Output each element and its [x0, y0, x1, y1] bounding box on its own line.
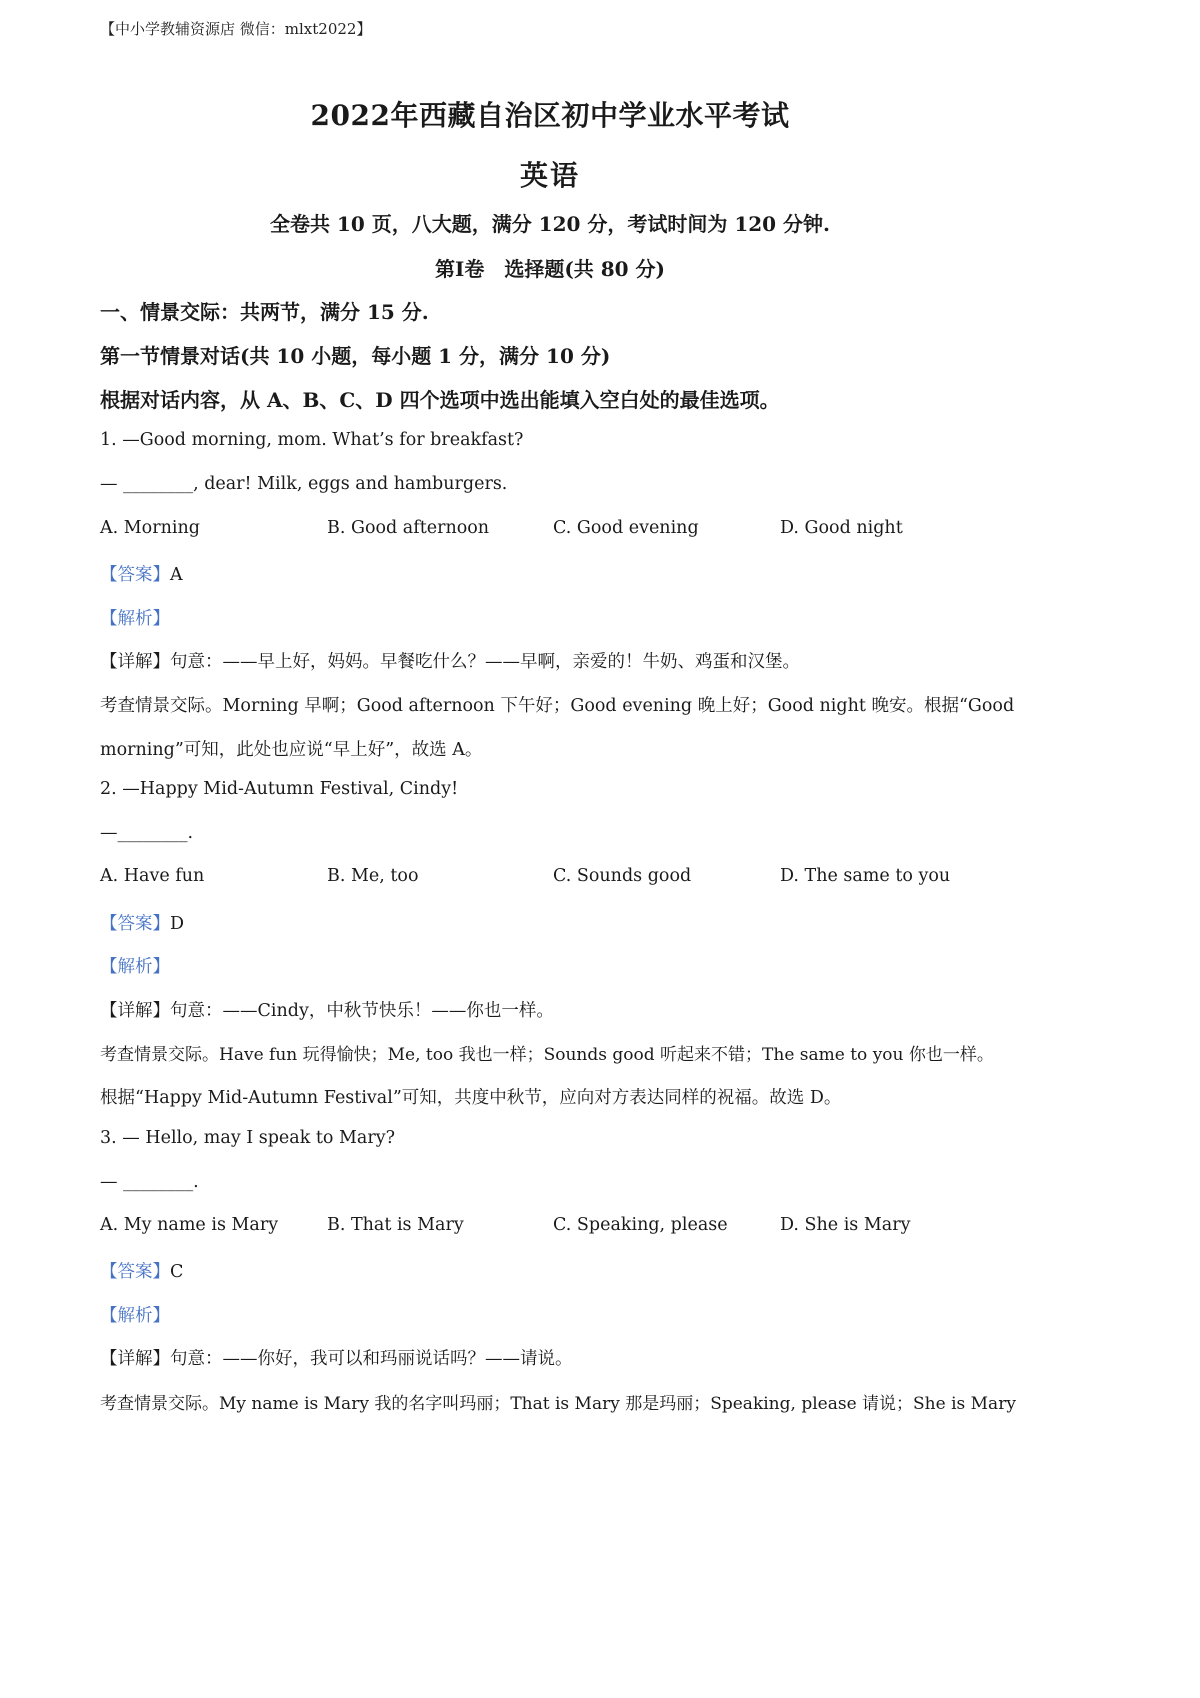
volume-title: 第Ⅰ卷 选择题(共 80 分): [434, 257, 666, 281]
question-1-detail: 【详解】句意：——早上好，妈妈。早餐吃什么？——早啊，亲爱的！牛奶、鸡蛋和汉堡。: [100, 652, 800, 672]
instructions: 根据对话内容，从 A、B、C、D 四个选项中选出能填入空白处的最佳选项。: [100, 388, 780, 412]
question-3-option-d: D. She is Mary: [780, 1215, 911, 1235]
question-1-option-c: C. Good evening: [553, 518, 699, 538]
question-2-option-b: B. Me, too: [327, 866, 419, 886]
answer-value: A: [170, 565, 183, 585]
question-1-option-b: B. Good afternoon: [327, 518, 490, 538]
question-2-option-d: D. The same to you: [780, 866, 951, 886]
question-2-analysis-label: 【解析】: [100, 957, 170, 977]
question-1-answer: [100, 561, 183, 586]
question-1-analysis-label: 【解析】: [100, 609, 170, 629]
question-2-answer: [100, 910, 184, 935]
watermark: 【中小学教辅资源店 微信：mlxt2022】: [100, 20, 372, 38]
question-2-option-a: A. Have fun: [100, 866, 205, 886]
question-3-reply: — ________.: [100, 1172, 199, 1192]
section-title: 一、情景交际：共两节，满分 15 分.: [100, 300, 429, 324]
question-1-reply: — ________, dear! Milk, eggs and hamburgers.: [100, 474, 508, 494]
question-3-option-c: C. Speaking, please: [553, 1215, 728, 1235]
answer-value: C: [170, 1262, 184, 1282]
subject-title: 英语: [519, 159, 580, 192]
question-1-explanation: 考查情景交际。Morning 早啊；Good afternoon 下午好；Good evening 晚上好；Good night 晚安。根据“Good: [100, 696, 1015, 716]
answer-label: 【答案】: [100, 914, 170, 934]
exam-title: 2022年西藏自治区初中学业水平考试: [310, 99, 790, 132]
question-2-explanation-cont: 根据“Happy Mid-Autumn Festival”可知，共度中秋节，应向对方表达同样的祝福。故选 D。: [100, 1088, 842, 1108]
question-3-prompt: 3. — Hello, may I speak to Mary?: [100, 1128, 396, 1148]
question-2-option-c: C. Sounds good: [553, 866, 692, 886]
question-3-option-a: A. My name is Mary: [100, 1215, 279, 1235]
answer-label: 【答案】: [100, 1262, 170, 1282]
subsection-title: 第一节情景对话(共 10 小题，每小题 1 分，满分 10 分): [100, 344, 611, 368]
question-1-explanation-cont: morning”可知，此处也应说“早上好”，故选 A。: [100, 740, 483, 760]
question-2-prompt: 2. —Happy Mid-Autumn Festival, Cindy!: [100, 779, 459, 799]
question-3-analysis-label: 【解析】: [100, 1306, 170, 1326]
question-1-option-a: A. Morning: [100, 518, 200, 538]
question-2-explanation: 考查情景交际。Have fun 玩得愉快；Me, too 我也一样；Sounds good 听起来不错；The same to you 你也一样。: [100, 1045, 994, 1065]
answer-value: D: [170, 914, 185, 934]
question-3-answer: [100, 1258, 183, 1283]
question-3-explanation: 考查情景交际。My name is Mary 我的名字叫玛丽；That is Mary 那是玛丽；Speaking, please 请说；She is Mary: [100, 1394, 1016, 1414]
question-2-reply: —________.: [100, 823, 194, 843]
question-1-prompt: 1. —Good morning, mom. What’s for breakfast?: [100, 430, 524, 450]
answer-label: 【答案】: [100, 565, 170, 585]
question-3-option-b: B. That is Mary: [327, 1215, 464, 1235]
question-3-detail: 【详解】句意：——你好，我可以和玛丽说话吗？——请说。: [100, 1349, 573, 1369]
exam-info: 全卷共 10 页，八大题，满分 120 分，考试时间为 120 分钟.: [269, 212, 831, 236]
question-2-detail: 【详解】句意：——Cindy，中秋节快乐！——你也一样。: [100, 1001, 554, 1021]
question-1-option-d: D. Good night: [780, 518, 903, 538]
